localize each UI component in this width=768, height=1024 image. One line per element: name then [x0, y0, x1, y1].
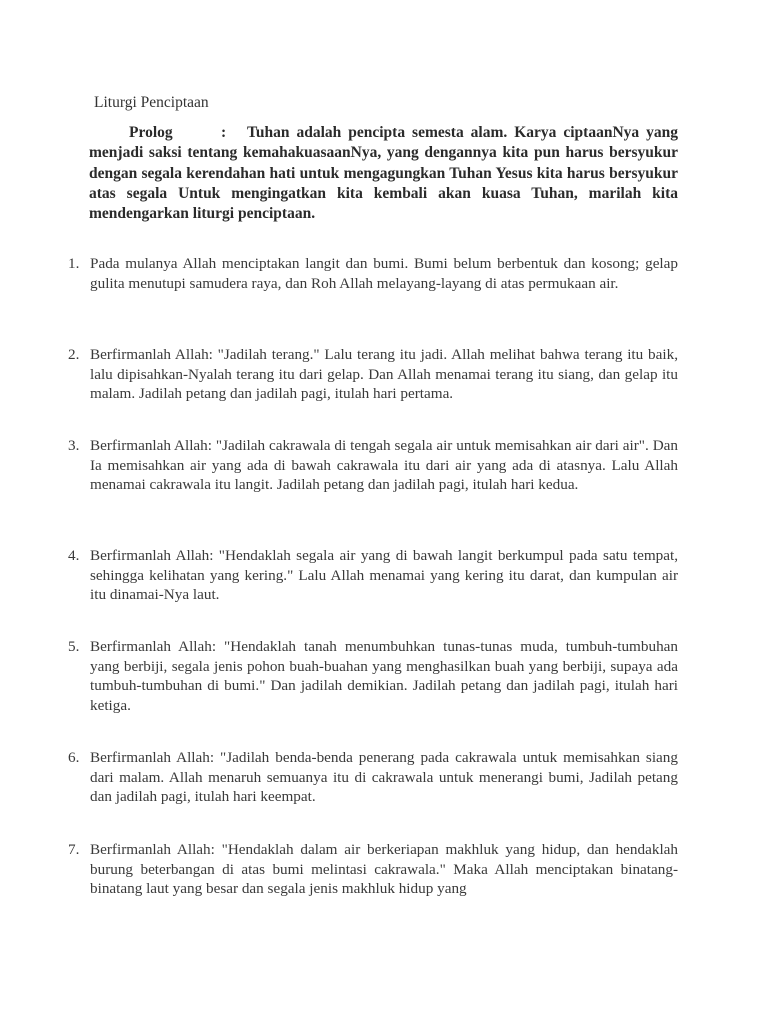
list-item: [68, 436, 678, 495]
list-item-text: Berfirmanlah Allah: "Jadilah terang." Lalu terang itu jadi. Allah melihat bahwa terang itu baik, lalu dipisahkan-Nyalah terang itu dari gelap. Dan Allah menamai terang itu siang, dan gelap itu malam. Jadilah petang dan jadilah pagi, itulah hari pertama.: [90, 346, 678, 403]
list-item-text: Berfirmanlah Allah: "Hendaklah tanah menumbuhkan tunas-tunas muda, tumbuh-tumbuhan yang berbiji, segala jenis pohon buah-buahan yang menghasilkan buah yang berbiji, supaya ada tumbuh-tumbuhan di bumi." Dan jadilah demikian. Jadilah petang dan jadilah pagi, itulah hari ketiga.: [90, 638, 678, 714]
list-item: [68, 254, 678, 293]
list-item-number: 4.: [68, 547, 80, 564]
prolog-text: Tuhan adalah pencipta semesta alam. Karya ciptaanNya yang menjadi saksi tentang kemahakuasaanNya, yang dengannya kita pun harus bersyukur dengan segala kerendahan hati untuk mengagungkan Tuhan Yesus kita harus bersyukur atas segala Untuk mengingatkan kita kembali akan kuasa Tuhan, marilah kita mendengarkan liturgi penciptaan.: [89, 124, 678, 223]
list-item-text: Berfirmanlah Allah: "Hendaklah segala air yang di bawah langit berkumpul pada satu tempat, sehingga kelihatan yang kering." Lalu Allah menamai yang kering itu darat, dan kumpulan air itu dinamai-Nya laut.: [90, 547, 678, 604]
list-item-number: 3.: [68, 437, 80, 454]
list-item-number: 2.: [68, 346, 80, 363]
list-item: [68, 748, 678, 807]
list-item-number: 1.: [68, 255, 80, 272]
list-item-number: 6.: [68, 749, 80, 766]
document-title: Liturgi Penciptaan: [94, 94, 209, 111]
list-item: [68, 637, 678, 715]
list-item-number: 7.: [68, 841, 80, 858]
list-item-text: Berfirmanlah Allah: "Jadilah benda-benda penerang pada cakrawala untuk memisahkan siang dari malam. Allah menaruh semuanya itu di cakrawala untuk menerangi bumi, Jadilah petang dan jadilah pagi, itulah hari keempat.: [90, 749, 678, 806]
list-item-text: Pada mulanya Allah menciptakan langit dan bumi. Bumi belum berbentuk dan kosong; gelap gulita menutupi samudera raya, dan Roh Allah melayang-layang di atas permukaan air.: [90, 255, 678, 292]
list-item-number: 5.: [68, 638, 80, 655]
list-item: [68, 840, 678, 899]
prolog-paragraph: [89, 123, 678, 224]
list-item: [68, 546, 678, 605]
list-item: [68, 345, 678, 404]
prolog-label: Prolog: [129, 124, 173, 141]
list-item-text: Berfirmanlah Allah: "Jadilah cakrawala di tengah segala air untuk memisahkan air dari air". Dan Ia memisahkan air yang ada di bawah cakrawala itu dari air yang ada di atasnya. Lalu Allah menamai cakrawala itu langit. Jadilah petang dan jadilah pagi, itulah hari kedua.: [90, 437, 678, 494]
list-item-text: Berfirmanlah Allah: "Hendaklah dalam air berkeriapan makhluk yang hidup, dan hendaklah burung beterbangan di atas bumi melintasi cakrawala." Maka Allah menciptakan binatang-binatang laut yang besar dan segala jenis makhluk hidup yang: [90, 841, 678, 898]
prolog-colon: :: [221, 124, 227, 141]
